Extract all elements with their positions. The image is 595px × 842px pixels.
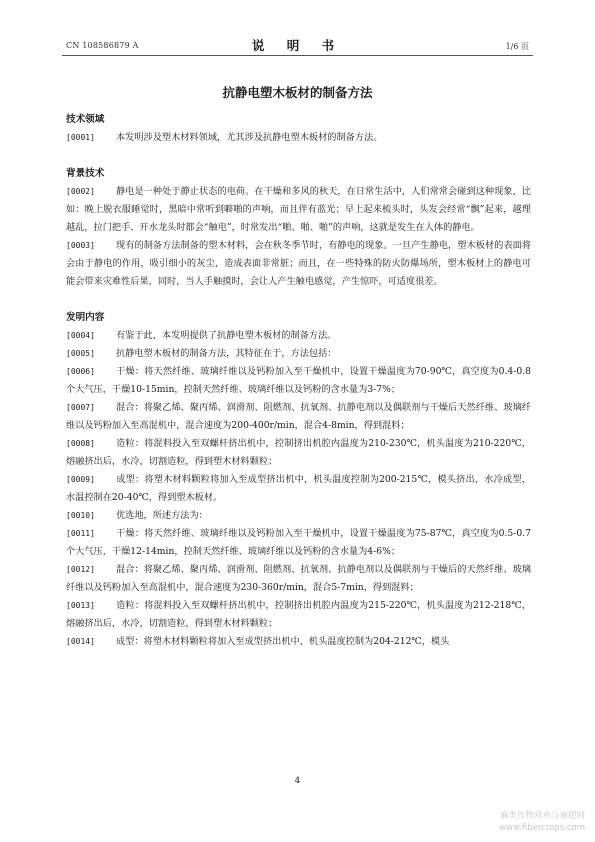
patent-number: CN 108586879 A bbox=[66, 41, 139, 50]
paragraph-text: 混合：将聚乙烯、聚丙烯、润滑剂、阻燃剂、抗氧剂、抗静电剂以及偶联剂与干燥后天然纤维、玻璃纤维以及钙粉加入至高混机中，混合速度为200-400r/min，混合4-8min，得到混料； bbox=[66, 402, 531, 431]
paragraph bbox=[66, 597, 531, 633]
document-body bbox=[66, 108, 531, 651]
paragraph-text: 干燥：将天然纤维、玻璃纤维以及钙粉加入至干燥机中，设置干燥温度为70-90℃，真空度为0.4-0.8个大气压，干燥10-15min，控制天然纤维、玻璃纤维以及钙粉的含水量为3-7%； bbox=[66, 366, 531, 395]
page-number: 4 bbox=[294, 776, 301, 786]
invention-title: 抗静电塑木板材的制备方法 bbox=[222, 85, 373, 100]
paragraph-number: [0008] bbox=[66, 439, 95, 448]
paragraph bbox=[66, 561, 531, 597]
paragraph-number: [0005] bbox=[66, 349, 95, 358]
paragraph-number: [0007] bbox=[66, 403, 95, 412]
document-section-title: 说 明 书 bbox=[251, 38, 344, 53]
paragraph-text: 现有的制备方法制备的塑木材料，会在秋冬季节时，有静电的现象。一旦产生静电，塑木板材的表面将会由于静电的作用，吸引细小的灰尘，造成表面非常脏；而且，在一些特殊的防火防爆场所，塑木板材上的静电可能会带来灾难性后果，同时，当人手触摸时，会让人产生触电感觉，产生惊吓，可适度很差。 bbox=[66, 240, 531, 287]
paragraph-number: [0014] bbox=[66, 637, 95, 646]
page-indicator: 1/6 页 bbox=[505, 42, 529, 51]
paragraph-text: 有鉴于此，本发明提供了抗静电塑木板材的制备方法。 bbox=[116, 330, 337, 341]
site-watermark bbox=[499, 810, 585, 834]
paragraph-number: [0012] bbox=[66, 565, 95, 574]
paragraph-text: 成型：将塑木材料颗粒将加入至成型挤出机中，机头温度控制为204-212℃，模头 bbox=[116, 636, 450, 647]
paragraph-text: 优选地，所述方法为： bbox=[116, 510, 208, 521]
paragraph bbox=[66, 525, 531, 561]
paragraph-number: [0013] bbox=[66, 601, 95, 610]
paragraph-text: 本发明涉及塑木材料领域，尤其涉及抗静电塑木板材的制备方法。 bbox=[116, 132, 383, 143]
paragraph-number: [0009] bbox=[66, 475, 95, 484]
paragraph bbox=[66, 435, 531, 471]
paragraph-text: 造粒：将混料投入至双螺杆挤出机中，控制挤出机腔内温度为210-230℃，机头温度为210-220℃，熔融挤出后，水冷，切割造粒，得到塑木材料颗粒； bbox=[66, 438, 531, 467]
paragraph-number: [0001] bbox=[66, 133, 95, 142]
paragraph-number: [0003] bbox=[66, 241, 95, 250]
paragraph-text: 干燥：将天然纤维、玻璃纤维以及钙粉加入至干燥机中，设置干燥温度为75-87℃，真空度为0.5-0.7个大气压，干燥12-14min，控制天然纤维、玻璃纤维以及钙粉的含水量为4-6%； bbox=[66, 528, 531, 557]
paragraph bbox=[66, 633, 531, 651]
paragraph-number: [0011] bbox=[66, 529, 95, 538]
section-heading-summary: 发明内容 bbox=[66, 312, 105, 323]
paragraph-text: 造粒：将混料投入至双螺杆挤出机中，控制挤出机腔内温度为215-220℃，机头温度为212-218℃，熔融挤出后，水冷，切割造粒，得到塑木材料颗粒； bbox=[66, 600, 531, 629]
paragraph-number: [0002] bbox=[66, 187, 95, 196]
paragraph bbox=[66, 471, 531, 507]
header-divider bbox=[62, 55, 533, 56]
paragraph bbox=[66, 129, 531, 147]
paragraph bbox=[66, 363, 531, 399]
section-heading-technical-field: 技术领域 bbox=[66, 114, 105, 125]
paragraph bbox=[66, 237, 531, 291]
paragraph-number: [0006] bbox=[66, 367, 95, 376]
paragraph-text: 成型：将塑木材料颗粒将加入至成型挤出机中，机头温度控制为200-215℃，模头挤出，水冷成型，水温控制在20-40℃，得到塑木板材。 bbox=[66, 474, 531, 503]
paragraph-text: 混合：将聚乙烯、聚丙烯、润滑剂、阻燃剂、抗氧剂、抗静电剂以及偶联剂与干燥后的天然纤维、玻璃纤维以及钙粉加入至高混机中，混合速度为230-360r/min，混合5-7min，得到混料； bbox=[66, 564, 531, 593]
paragraph bbox=[66, 327, 531, 345]
paragraph-number: [0010] bbox=[66, 511, 95, 520]
paragraph bbox=[66, 345, 531, 363]
watermark-site-name: 麻类作物营养与施肥网 bbox=[499, 811, 585, 821]
paragraph-text: 抗静电塑木板材的制备方法，其特征在于，方法包括： bbox=[116, 348, 337, 359]
watermark-site-url: www.fibercrops.com bbox=[499, 823, 585, 833]
paragraph bbox=[66, 399, 531, 435]
paragraph bbox=[66, 507, 531, 525]
section-heading-background: 背景技术 bbox=[66, 168, 105, 179]
paragraph-text: 静电是一种处于静止状态的电荷。在干燥和多风的秋天，在日常生活中，人们常常会碰到这种现象，比如：晚上脱衣服睡觉时，黑暗中常听到噼啪的声响，而且伴有蓝光；早上起来梳头时，头发会经常“飘”起来，越理越乱，拉门把手、开水龙头时都会“触电”，时常发出“啪、啪、啪”的声响，这就是发生在人体的静电。 bbox=[66, 186, 531, 233]
paragraph-number: [0004] bbox=[66, 331, 95, 340]
paragraph bbox=[66, 183, 531, 237]
